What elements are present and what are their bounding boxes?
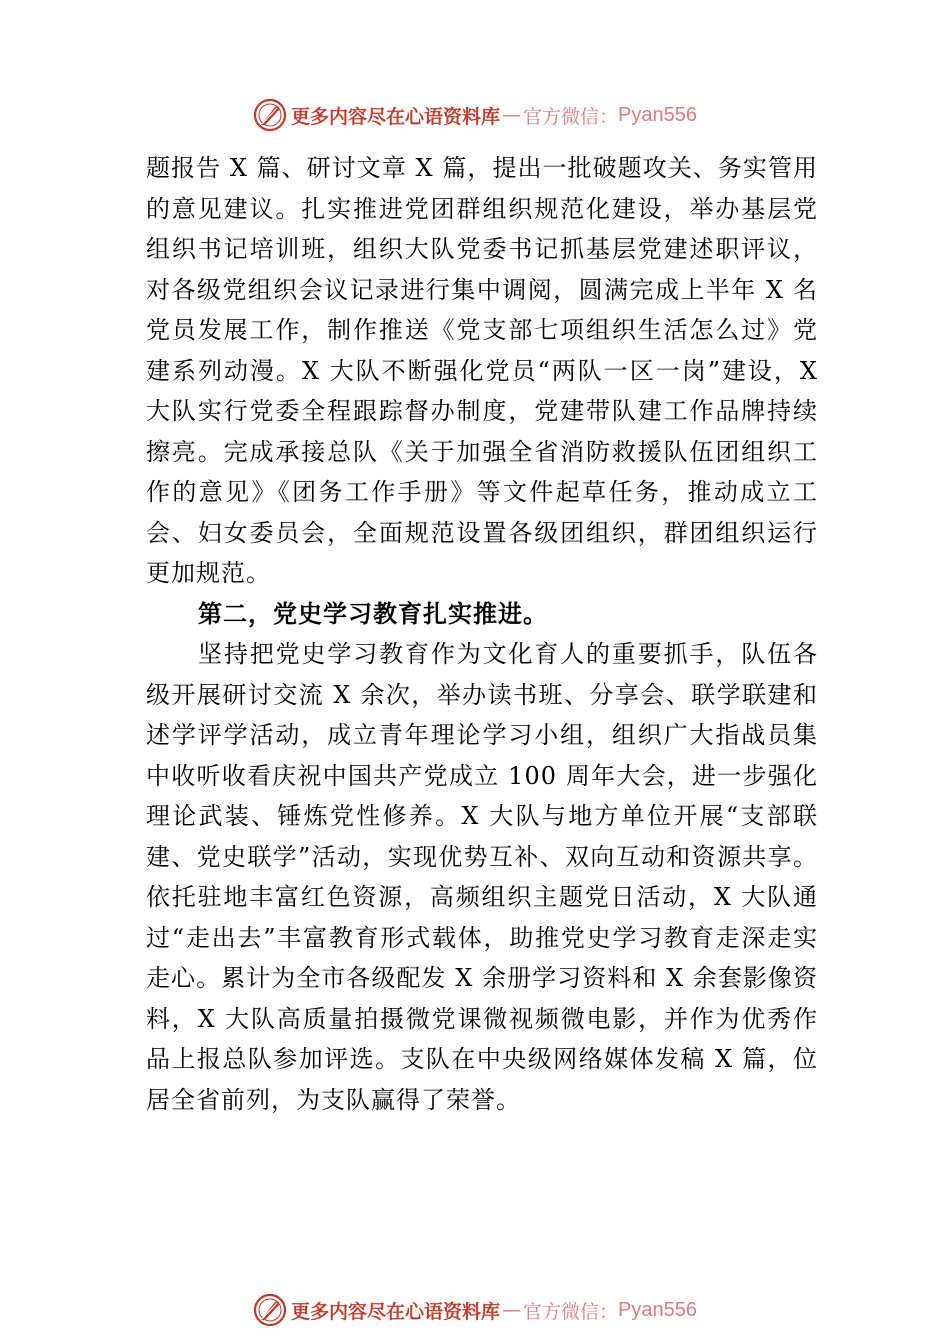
- site-name: 更多内容尽在心语资料库: [291, 105, 501, 128]
- quill-logo-icon: [253, 98, 287, 132]
- footer-banner: [0, 1290, 950, 1330]
- site-name: 更多内容尽在心语资料库: [291, 1300, 501, 1323]
- wechat-label: 官方微信：: [523, 105, 619, 128]
- quill-logo-icon: [253, 1293, 287, 1327]
- banner-separator: —: [502, 104, 522, 126]
- section-heading-2: 第二，党史学习教育扎实推进。: [198, 599, 548, 628]
- paragraph-continued: 题报告 X 篇、研讨文章 X 篇，提出一批破题攻关、务实管用的意见建议。扎实推进党团群组织规范化建设，举办基层党组织书记培训班，组织大队党委书记抓基层党建述职评议， 对各级党组织会议记录进行集中调阅，圆满完成上半年 X 名党员发展工作，制作推送《党支部七项组织生活怎么过》党建系列动漫。X 大队不断强化党员“两队一区一岗”建设，X 大队实行党委全程跟踪督办制度，党建带队建工作品牌持续擦亮。完成承接总队《关于加强全省消防救援队伍团组织工作的意见》《团务工作手册》等文件起草任务，推动成立工会、妇女委员会，全面规范设置各级团组织，群团组织运行更加规范。: [146, 154, 818, 587]
- wechat-id: Pyan556: [618, 103, 697, 126]
- paragraph-party-history: 坚持把党史学习教育作为文化育人的重要抓手，队伍各级开展研讨交流 X 余次，举办读书班、分享会、联学联建和述学评学活动，成立青年理论学习小组，组织广大指战员集中收听收看庆祝中国共产党成立 100 周年大会，进一步强化理论武装、锤炼党性修养。X 大队与地方单位开展“支部联建、党史联学”活动，实现优势互补、双向互动和资源共享。依托驻地丰富红色资源，高频组织主题党日活动，X 大队通过“走出去”丰富教育形式载体，助推党史学习教育走深走实走心。累计为全市各级配发 X 余册学习资料和 X 余套影像资料，X 大队高质量拍摄微党课微视频微电影，并作为优秀作品上报总队参加评选。支队在中央级网络媒体发稿 X 篇，位居全省前列，为支队赢得了荣誉。: [146, 640, 818, 1114]
- document-body: [146, 148, 818, 1120]
- banner-separator: —: [502, 1299, 522, 1321]
- wechat-label: 官方微信：: [523, 1300, 619, 1323]
- header-banner: [0, 95, 950, 135]
- wechat-id: Pyan556: [618, 1298, 697, 1321]
